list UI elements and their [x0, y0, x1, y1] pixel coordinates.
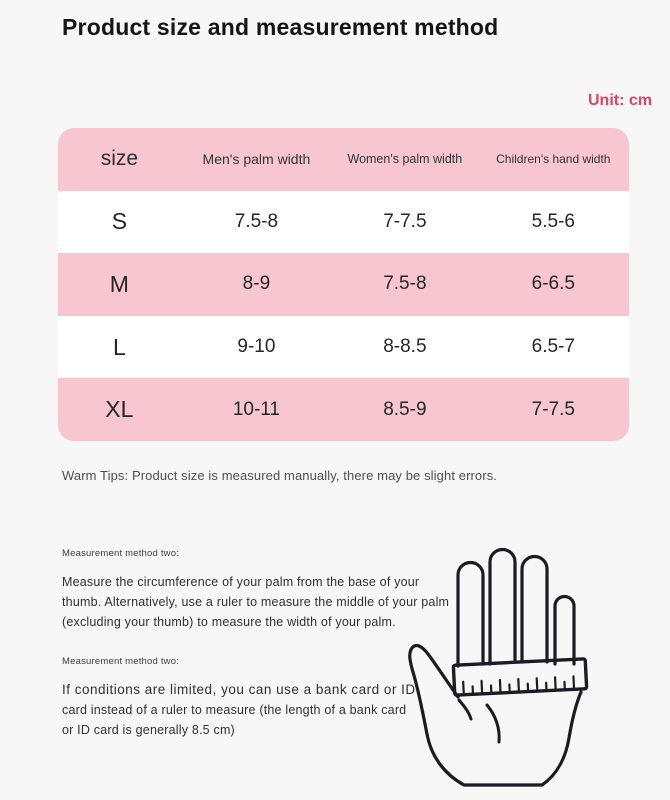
measurement-method-section-2	[62, 656, 416, 740]
method-text-line: Measure the circumference of your palm from the base of your	[62, 575, 420, 589]
size-label: S	[111, 208, 128, 235]
value-cell: 6.5-7	[531, 336, 575, 358]
method-text-line: If conditions are limited, you can use a bank card or ID	[62, 682, 416, 697]
size-label: L	[112, 333, 126, 360]
warm-tips-note: Warm Tips: Product size is measured manually, there may be slight errors.	[62, 468, 498, 483]
value-cell: 9-10	[237, 336, 276, 358]
palm-crease-lines	[459, 700, 499, 742]
method-text-line: thumb. Alternatively, use a ruler to measure the middle of your palm	[62, 595, 450, 609]
table-row-xl	[58, 378, 629, 441]
table-row-s	[58, 191, 629, 254]
size-label: M	[109, 270, 129, 297]
method-text-line: or ID card is generally 8.5 cm)	[62, 723, 235, 737]
ruler-band	[453, 659, 586, 695]
value-cell: 8-9	[242, 273, 271, 295]
value-cell: 8.5-9	[383, 398, 427, 420]
hand-with-ruler-icon	[392, 542, 668, 798]
column-header-childrens-hand-width: Children's hand width	[496, 152, 611, 167]
hand-fingers	[458, 550, 574, 667]
size-table	[58, 128, 629, 441]
value-cell: 10-11	[232, 398, 280, 420]
value-cell: 7-7.5	[531, 398, 575, 420]
page-title: Product size and measurement method	[62, 14, 499, 40]
value-cell: 5.5-6	[531, 210, 575, 232]
value-cell: 8-8.5	[383, 336, 427, 358]
value-cell: 7.5-8	[383, 273, 427, 295]
value-cell: 6-6.5	[531, 273, 575, 295]
method-heading: Measurement method two:	[62, 656, 180, 667]
unit-label: Unit: cm	[588, 92, 652, 109]
method-heading: Measurement method two:	[62, 548, 180, 559]
size-label: XL	[105, 396, 134, 423]
table-row-l	[58, 316, 629, 379]
table-row-m	[58, 253, 629, 316]
column-header-size: size	[100, 147, 139, 171]
value-cell: 7-7.5	[383, 210, 427, 232]
method-text-line: (excluding your thumb) to measure the width of your palm.	[62, 615, 396, 629]
column-header-womens-palm-width: Women's palm width	[347, 152, 463, 167]
value-cell: 7.5-8	[234, 210, 279, 232]
column-header-mens-palm-width: Men's palm width	[202, 151, 311, 168]
method-text-line: card instead of a ruler to measure (the length of a bank card	[62, 703, 407, 717]
table-header-row	[58, 128, 629, 191]
